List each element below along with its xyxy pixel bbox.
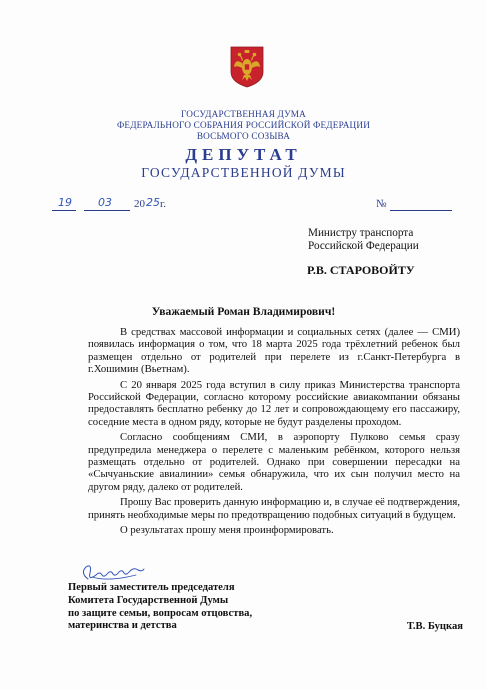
signatory-name: Т.В. Буцкая: [406, 621, 463, 632]
org-line-federal-assembly: ФЕДЕРАЛЬНОГО СОБРАНИЯ РОССИЙСКОЙ ФЕДЕРАЦИИ: [116, 120, 371, 130]
recipient-line2: Российской Федерации: [308, 240, 419, 252]
date-year-prefix: 20: [134, 198, 145, 210]
coat-of-arms-icon: [230, 46, 264, 88]
date-year-suffix-mark: г.: [160, 198, 167, 210]
date-year-suffix: 25: [146, 196, 160, 209]
body-paragraph-3: Согласно сообщениям СМИ, в аэропорту Пулково семья сразу предупредила менеджера о перелете с маленьким ребёнком, которого нельзя размещать отдельно от родителей. Однако при совершении пересадки на «Сычуаньские авиалинии» семья обнаружила, что их сын получил место на другом ряду, далеко от родителей.: [88, 431, 460, 493]
signatory-title-line3: по защите семьи, вопросам отцовства,: [68, 607, 253, 619]
body-paragraph-1: В средствах массовой информации и социальных сетях (далее — СМИ) появилась информация о том, что 18 марта 2025 года трёхлетний ребенок был размещен отдельно от родителей при перелете из г.Санкт-Петербурга в г.Хошимин (Вьетнам).: [88, 326, 460, 376]
date-month-underline: [84, 210, 130, 211]
date-day: 19: [58, 196, 72, 209]
signatory-title: [68, 582, 252, 633]
signatory-title-line2: Комитета Государственной Думы: [68, 594, 229, 606]
letterhead-gosduma: ГОСУДАРСТВЕННОЙ ДУМЫ: [141, 165, 346, 180]
body-paragraph-4: Прошу Вас проверить данную информацию и, в случае её подтверждения, принять необходимые меры по предотвращению подобных ситуаций в будущем.: [88, 496, 460, 521]
org-line-convocation: ВОСЬМОГО СОЗЫВА: [196, 131, 291, 141]
document-number-underline: [390, 210, 452, 211]
letter-body: [88, 326, 460, 537]
signatory-title-line1: Первый заместитель председателя: [68, 582, 235, 593]
org-line-duma: ГОСУДАРСТВЕННАЯ ДУМА: [180, 109, 307, 119]
recipient-line1: Министру транспорта: [308, 227, 414, 239]
signatory-title-line4: материнства и детства: [68, 620, 177, 632]
body-paragraph-5: О результатах прошу меня проинформировать.: [120, 524, 334, 537]
date-month: 03: [98, 196, 112, 209]
body-paragraph-2: С 20 января 2025 года вступил в силу приказ Министерства транспорта Российской Федерации, согласно которому российские авиакомпании обязаны предоставлять бесплатно ребенку до 12 лет и сопровождающему его пассажиру, соседние места в одном ряду, которые не будут разделены проходом.: [88, 378, 460, 428]
date-day-underline: [52, 210, 76, 211]
recipient-name: Р.В. СТАРОВОЙТУ: [307, 263, 415, 277]
salutation: Уважаемый Роман Владимирович!: [151, 305, 336, 318]
letterhead-deputat: ДЕПУТАТ: [185, 145, 302, 164]
document-number-label: №: [376, 198, 387, 210]
